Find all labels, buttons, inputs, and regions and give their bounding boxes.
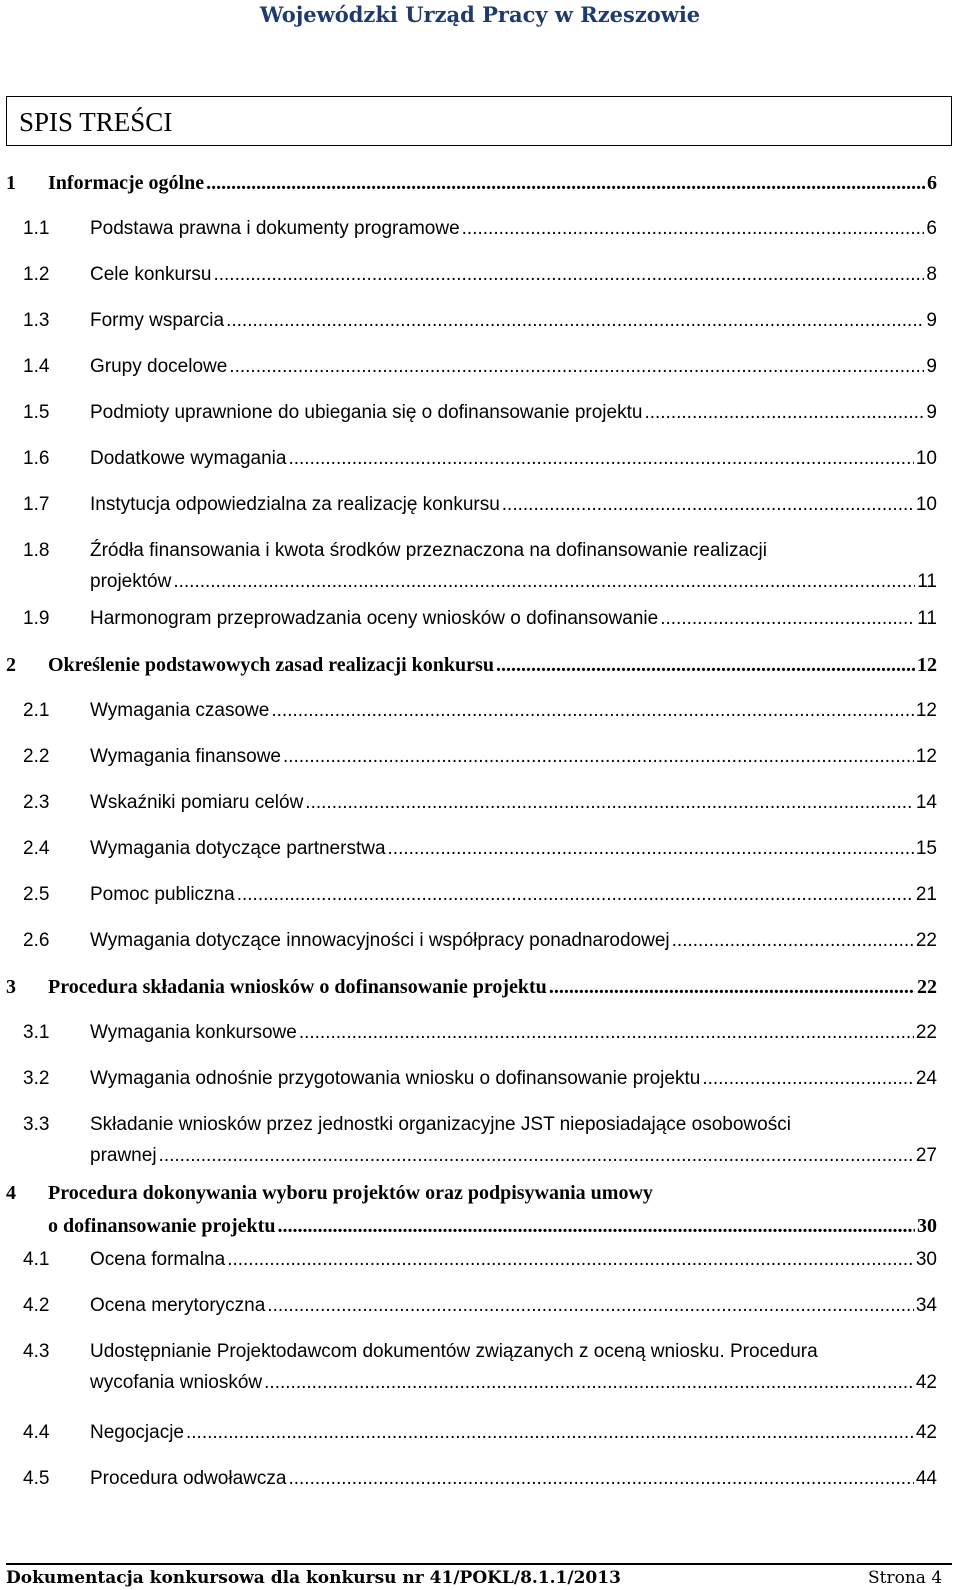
toc-entry-number: 3.1 bbox=[23, 1022, 50, 1043]
toc-entry-number: 1.5 bbox=[23, 402, 50, 423]
dot-leader bbox=[462, 218, 925, 240]
toc-entry-page: 30 bbox=[917, 1215, 937, 1237]
toc-entry-title: Ocena merytoryczna bbox=[90, 1295, 266, 1316]
dot-leader bbox=[496, 654, 915, 677]
toc-entry-number: 1.9 bbox=[23, 608, 50, 629]
dot-leader bbox=[644, 402, 924, 424]
toc-entry-title: Wymagania czasowe bbox=[90, 700, 270, 721]
toc-entry-number: 1.4 bbox=[23, 356, 50, 377]
toc-entry-page: 15 bbox=[915, 838, 937, 859]
toc-entry-page: 27 bbox=[915, 1145, 937, 1166]
toc-entry-page: 9 bbox=[926, 356, 937, 377]
toc-entry-title: Procedura dokonywania wyboru projektów oraz podpisywania umowy bbox=[48, 1182, 653, 1204]
dot-leader bbox=[173, 571, 915, 593]
dot-leader bbox=[227, 1249, 914, 1271]
toc-entry-page: 10 bbox=[915, 448, 937, 469]
toc-entry-number: 2 bbox=[6, 654, 16, 676]
dot-leader bbox=[502, 494, 914, 516]
toc-entry-title: Określenie podstawowych zasad realizacji konkursu bbox=[48, 654, 494, 676]
toc-entry-title: Cele konkursu bbox=[90, 264, 212, 285]
toc-entry-number: 2.6 bbox=[23, 930, 50, 951]
toc-entry-page: 10 bbox=[915, 494, 937, 515]
toc-entry-title: Udostępnianie Projektodawcom dokumentów związanych z oceną wniosku. Procedura bbox=[90, 1341, 818, 1362]
toc-entry-title: Negocjacje bbox=[90, 1422, 184, 1443]
toc-entry-number: 4.3 bbox=[23, 1341, 50, 1362]
toc-entry-title: Informacje ogólne bbox=[48, 172, 205, 194]
toc-entry-page: 21 bbox=[915, 884, 937, 905]
toc-entry-page: 9 bbox=[926, 310, 937, 331]
toc-entry-title: prawnej bbox=[90, 1145, 157, 1166]
toc-entry-page: 6 bbox=[926, 218, 937, 239]
toc-entry-number: 3 bbox=[6, 976, 16, 998]
dot-leader bbox=[277, 1215, 915, 1238]
dot-leader bbox=[283, 746, 914, 768]
toc-entry-page: 12 bbox=[915, 700, 937, 721]
toc-entry-number: 1.3 bbox=[23, 310, 50, 331]
dot-leader bbox=[288, 1468, 913, 1490]
toc-entry-page: 44 bbox=[915, 1468, 937, 1489]
toc-title: SPIS TREŚCI bbox=[19, 107, 173, 137]
toc-entry-number: 2.2 bbox=[23, 746, 50, 767]
toc-entry-number: 3.3 bbox=[23, 1114, 50, 1135]
dot-leader bbox=[660, 608, 915, 630]
dot-leader bbox=[237, 884, 914, 906]
toc-entry-title: projektów bbox=[90, 571, 172, 592]
toc-entry-number: 2.3 bbox=[23, 792, 50, 813]
dot-leader bbox=[226, 310, 924, 332]
toc-entry-title: Wymagania finansowe bbox=[90, 746, 281, 767]
toc-entry-page: 14 bbox=[915, 792, 937, 813]
toc-entry-page: 34 bbox=[915, 1295, 937, 1316]
toc-entry-number: 4.4 bbox=[23, 1422, 50, 1443]
toc-entry-page: 6 bbox=[927, 172, 937, 194]
toc-entry-page: 22 bbox=[915, 1022, 937, 1043]
toc-entry-title: Wymagania odnośnie przygotowania wniosku o dofinansowanie projektu bbox=[90, 1068, 701, 1089]
dot-leader bbox=[305, 792, 914, 814]
toc-entry-page: 22 bbox=[917, 976, 937, 998]
toc-entry-number: 4.5 bbox=[23, 1468, 50, 1489]
toc-entry-title: Składanie wniosków przez jednostki organizacyjne JST nieposiadające osobowości bbox=[90, 1114, 791, 1135]
toc-entry-title: Podmioty uprawnione do ubiegania się o dofinansowanie projektu bbox=[90, 402, 643, 423]
toc-entry-title: Wymagania konkursowe bbox=[90, 1022, 297, 1043]
toc-entry-number: 2.4 bbox=[23, 838, 50, 859]
dot-leader bbox=[702, 1068, 914, 1090]
toc-entry-title: Procedura odwoławcza bbox=[90, 1468, 287, 1489]
toc-entry-page: 11 bbox=[917, 608, 937, 629]
dot-leader bbox=[288, 448, 913, 470]
dot-leader bbox=[159, 1145, 914, 1167]
dot-leader bbox=[186, 1422, 914, 1444]
footer-page-number: Strona 4 bbox=[868, 1568, 943, 1588]
toc-entry-number: 2.1 bbox=[23, 700, 50, 721]
toc-entry-number: 2.5 bbox=[23, 884, 50, 905]
toc-entry-title: wycofania wniosków bbox=[90, 1372, 263, 1393]
dot-leader bbox=[264, 1372, 914, 1394]
dot-leader bbox=[672, 930, 914, 952]
toc-entry-title: Wymagania dotyczące innowacyjności i współpracy ponadnarodowej bbox=[90, 930, 670, 951]
toc-entry-page: 42 bbox=[915, 1372, 937, 1393]
page-header: Wojewódzki Urząd Pracy w Rzeszowie bbox=[259, 2, 701, 27]
toc-entry-number: 1.8 bbox=[23, 540, 50, 561]
toc-entry-number: 1.7 bbox=[23, 494, 50, 515]
toc-entry-title: Harmonogram przeprowadzania oceny wniosków o dofinansowanie bbox=[90, 608, 659, 629]
toc-entry-title: Grupy docelowe bbox=[90, 356, 228, 377]
toc-entry-page: 12 bbox=[917, 654, 937, 676]
toc-entry-number: 1.2 bbox=[23, 264, 50, 285]
toc-entry-title: Podstawa prawna i dokumenty programowe bbox=[90, 218, 460, 239]
toc-entry-title: Wymagania dotyczące partnerstwa bbox=[90, 838, 386, 859]
toc-entry-number: 1 bbox=[6, 172, 16, 194]
toc-entry-title: Formy wsparcia bbox=[90, 310, 225, 331]
toc-entry-page: 30 bbox=[915, 1249, 937, 1270]
dot-leader bbox=[549, 976, 915, 999]
dot-leader bbox=[267, 1295, 914, 1317]
toc-entry-title: Dodatkowe wymagania bbox=[90, 448, 287, 469]
toc-entry-number: 4.2 bbox=[23, 1295, 50, 1316]
dot-leader bbox=[229, 356, 924, 378]
dot-leader bbox=[299, 1022, 914, 1044]
toc-entry-page: 42 bbox=[915, 1422, 937, 1443]
toc-entry-number: 4 bbox=[6, 1182, 16, 1204]
dot-leader bbox=[388, 838, 914, 860]
toc-entry-title: Źródła finansowania i kwota środków przeznaczona na dofinansowanie realizacji bbox=[90, 540, 767, 561]
toc-entry-title: Instytucja odpowiedzialna za realizację konkursu bbox=[90, 494, 500, 515]
toc-entry-page: 24 bbox=[915, 1068, 937, 1089]
dot-leader bbox=[206, 172, 925, 195]
toc-entry-title: Ocena formalna bbox=[90, 1249, 226, 1270]
toc-entry-page: 9 bbox=[926, 402, 937, 423]
toc-entry-page: 22 bbox=[915, 930, 937, 951]
footer-document-name: Dokumentacja konkursowa dla konkursu nr 41/POKL/8.1.1/2013 bbox=[6, 1568, 621, 1588]
toc-entry-title: o dofinansowanie projektu bbox=[48, 1215, 276, 1237]
toc-entry-page: 8 bbox=[926, 264, 937, 285]
footer-divider bbox=[6, 1563, 952, 1565]
toc-entry-number: 3.2 bbox=[23, 1068, 50, 1089]
dot-leader bbox=[213, 264, 924, 286]
toc-entry-number: 1.6 bbox=[23, 448, 50, 469]
toc-entry-page: 12 bbox=[915, 746, 937, 767]
toc-entry-title: Procedura składania wniosków o dofinansowanie projektu bbox=[48, 976, 547, 998]
toc-entry-number: 4.1 bbox=[23, 1249, 50, 1270]
toc-entry-page: 11 bbox=[917, 571, 937, 592]
dot-leader bbox=[271, 700, 914, 722]
toc-entry-title: Wskaźniki pomiaru celów bbox=[90, 792, 304, 813]
toc-entry-title: Pomoc publiczna bbox=[90, 884, 235, 905]
toc-entry-number: 1.1 bbox=[23, 218, 50, 239]
